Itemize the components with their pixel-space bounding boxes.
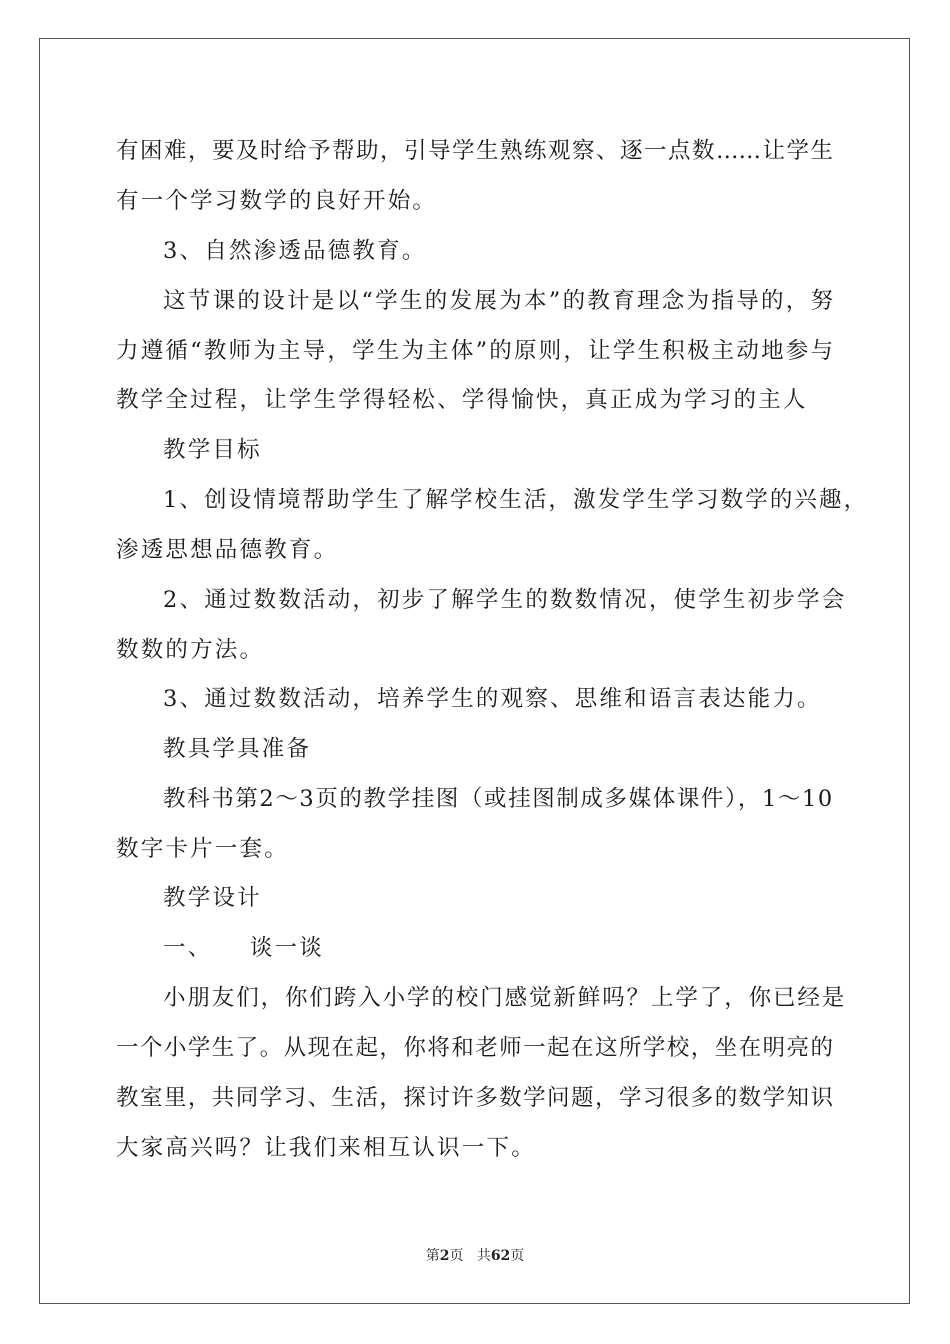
section-heading: 教具学具准备 (163, 736, 312, 762)
total-prefix: 共 (476, 1248, 491, 1264)
text-line: 力遵循“教师为主导，学生为主体”的原则，让学生积极主动地参与 (116, 338, 833, 364)
page-prefix: 第 (425, 1248, 440, 1264)
total-suffix: 页 (510, 1248, 525, 1264)
section-heading: 教学目标 (163, 437, 262, 463)
text-line: 数字卡片一套。 (116, 836, 289, 862)
subsection-heading: 一、 谈一谈 (163, 935, 324, 961)
text-line: 教学全过程，让学生学得轻松、学得愉快，真正成为学习的主人 (116, 387, 808, 413)
text-line: 这节课的设计是以“学生的发展为本”的教育理念为指导的，努 (163, 288, 836, 314)
text-line: 3、通过数数活动，培养学生的观察、思维和语言表达能力。 (163, 686, 822, 712)
text-line: 一个小学生了。从现在起，你将和老师一起在这所学校，坐在明亮的 (116, 1035, 833, 1061)
page-footer (0, 1247, 950, 1265)
list-item-heading: 3、自然渗透品德教育。 (163, 238, 427, 264)
section-heading: 教学设计 (163, 885, 262, 911)
page-number: 2 (439, 1248, 450, 1264)
text-line: 大家高兴吗？让我们来相互认识一下。 (116, 1135, 536, 1161)
text-line: 数数的方法。 (116, 637, 265, 663)
total-pages: 62 (490, 1248, 511, 1264)
text-line: 有一个学习数学的良好开始。 (116, 188, 438, 214)
text-line: 有困难，要及时给予帮助，引导学生熟练观察、逐一点数……让学生 (116, 138, 833, 164)
text-line: 小朋友们，你们跨入小学的校门感觉新鲜吗？上学了，你已经是 (163, 985, 847, 1011)
page-suffix: 页 (449, 1248, 464, 1264)
page-border (39, 38, 910, 1304)
text-line: 1、创设情境帮助学生了解学校生活，激发学生学习数学的兴趣， (163, 487, 869, 513)
text-line: 2、通过数数活动，初步了解学生的数数情况，使学生初步学会 (163, 587, 847, 613)
text-line: 教科书第2～3页的教学挂图（或挂图制成多媒体课件），1～10 (163, 786, 834, 812)
text-line: 渗透思想品德教育。 (116, 537, 339, 563)
text-line: 教室里，共同学习、生活，探讨许多数学问题，学习很多的数学知识 (116, 1085, 833, 1111)
